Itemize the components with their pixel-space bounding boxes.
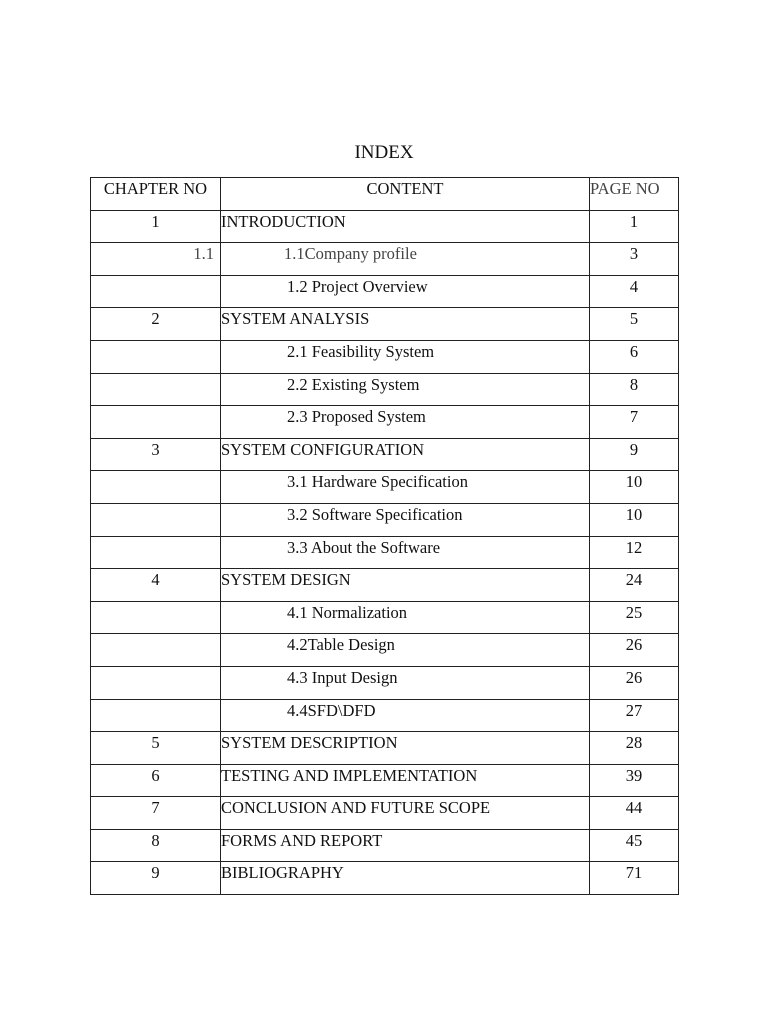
table-row <box>91 340 679 373</box>
chapter-number-cell: 2 <box>91 308 221 341</box>
page-number-cell: 44 <box>590 797 679 830</box>
chapter-number-cell <box>91 406 221 439</box>
table-row <box>91 503 679 536</box>
table-row <box>91 275 679 308</box>
column-header-chapter: CHAPTER NO <box>91 178 221 211</box>
page-number-cell: 4 <box>590 275 679 308</box>
chapter-number-cell: 6 <box>91 764 221 797</box>
chapter-title-cell: TESTING AND IMPLEMENTATION <box>221 764 590 797</box>
chapter-number-cell: 5 <box>91 732 221 765</box>
page-number-cell: 9 <box>590 438 679 471</box>
subsection-title-cell: 4.2Table Design <box>221 634 590 667</box>
chapter-number-cell: 9 <box>91 862 221 895</box>
table-row <box>91 569 679 602</box>
table-row <box>91 797 679 830</box>
subsection-title-cell: 4.3 Input Design <box>221 666 590 699</box>
chapter-number-cell <box>91 275 221 308</box>
page-number-cell: 25 <box>590 601 679 634</box>
table-row <box>91 862 679 895</box>
chapter-number-cell <box>91 666 221 699</box>
chapter-number-cell <box>91 601 221 634</box>
chapter-number-cell <box>91 634 221 667</box>
table-row <box>91 373 679 406</box>
index-table <box>90 177 679 895</box>
subsection-title-cell: 1.2 Project Overview <box>221 275 590 308</box>
page-title: INDEX <box>354 142 414 163</box>
chapter-title-cell: FORMS AND REPORT <box>221 829 590 862</box>
chapter-number-cell: 1.1 <box>91 243 221 276</box>
page-number-cell: 1 <box>590 210 679 243</box>
table-row <box>91 666 679 699</box>
subsection-title-cell: 2.1 Feasibility System <box>221 340 590 373</box>
page-number-cell: 8 <box>590 373 679 406</box>
subsection-title-cell: 2.3 Proposed System <box>221 406 590 439</box>
subsection-title-cell: 3.2 Software Specification <box>221 503 590 536</box>
table-header-row <box>91 178 679 211</box>
page-number-cell: 26 <box>590 666 679 699</box>
table-row <box>91 601 679 634</box>
chapter-title-cell: SYSTEM DESCRIPTION <box>221 732 590 765</box>
subsection-title-cell: 4.4SFD\DFD <box>221 699 590 732</box>
index-table-body <box>91 210 679 894</box>
page-number-cell: 45 <box>590 829 679 862</box>
chapter-title-cell: CONCLUSION AND FUTURE SCOPE <box>221 797 590 830</box>
subsection-title-cell: 2.2 Existing System <box>221 373 590 406</box>
page-number-cell: 39 <box>590 764 679 797</box>
chapter-number-cell <box>91 340 221 373</box>
column-header-page: PAGE NO <box>590 178 679 211</box>
table-row <box>91 536 679 569</box>
table-row <box>91 406 679 439</box>
table-row <box>91 732 679 765</box>
page-number-cell: 26 <box>590 634 679 667</box>
table-row <box>91 699 679 732</box>
chapter-number-cell <box>91 536 221 569</box>
page-number-cell: 6 <box>590 340 679 373</box>
table-row <box>91 210 679 243</box>
page-number-cell: 7 <box>590 406 679 439</box>
page-number-cell: 3 <box>590 243 679 276</box>
table-row <box>91 243 679 276</box>
chapter-number-cell: 7 <box>91 797 221 830</box>
chapter-title-cell: SYSTEM DESIGN <box>221 569 590 602</box>
table-row <box>91 829 679 862</box>
subsection-title-cell: 1.1Company profile <box>221 243 590 276</box>
chapter-number-cell: 8 <box>91 829 221 862</box>
chapter-number-cell <box>91 699 221 732</box>
table-row <box>91 634 679 667</box>
chapter-number-cell <box>91 503 221 536</box>
subsection-title-cell: 3.1 Hardware Specification <box>221 471 590 504</box>
table-row <box>91 764 679 797</box>
chapter-title-cell: SYSTEM ANALYSIS <box>221 308 590 341</box>
column-header-content: CONTENT <box>221 178 590 211</box>
subsection-title-cell: 4.1 Normalization <box>221 601 590 634</box>
chapter-title-cell: SYSTEM CONFIGURATION <box>221 438 590 471</box>
chapter-title-cell: BIBLIOGRAPHY <box>221 862 590 895</box>
chapter-title-cell: INTRODUCTION <box>221 210 590 243</box>
table-row <box>91 438 679 471</box>
table-row <box>91 308 679 341</box>
table-row <box>91 471 679 504</box>
page-number-cell: 12 <box>590 536 679 569</box>
page-number-cell: 28 <box>590 732 679 765</box>
page-number-cell: 27 <box>590 699 679 732</box>
page-number-cell: 10 <box>590 471 679 504</box>
chapter-number-cell <box>91 471 221 504</box>
page-number-cell: 5 <box>590 308 679 341</box>
chapter-number-cell: 3 <box>91 438 221 471</box>
page-number-cell: 10 <box>590 503 679 536</box>
chapter-number-cell <box>91 373 221 406</box>
page-number-cell: 24 <box>590 569 679 602</box>
chapter-number-cell: 1 <box>91 210 221 243</box>
subsection-title-cell: 3.3 About the Software <box>221 536 590 569</box>
chapter-number-cell: 4 <box>91 569 221 602</box>
page-number-cell: 71 <box>590 862 679 895</box>
